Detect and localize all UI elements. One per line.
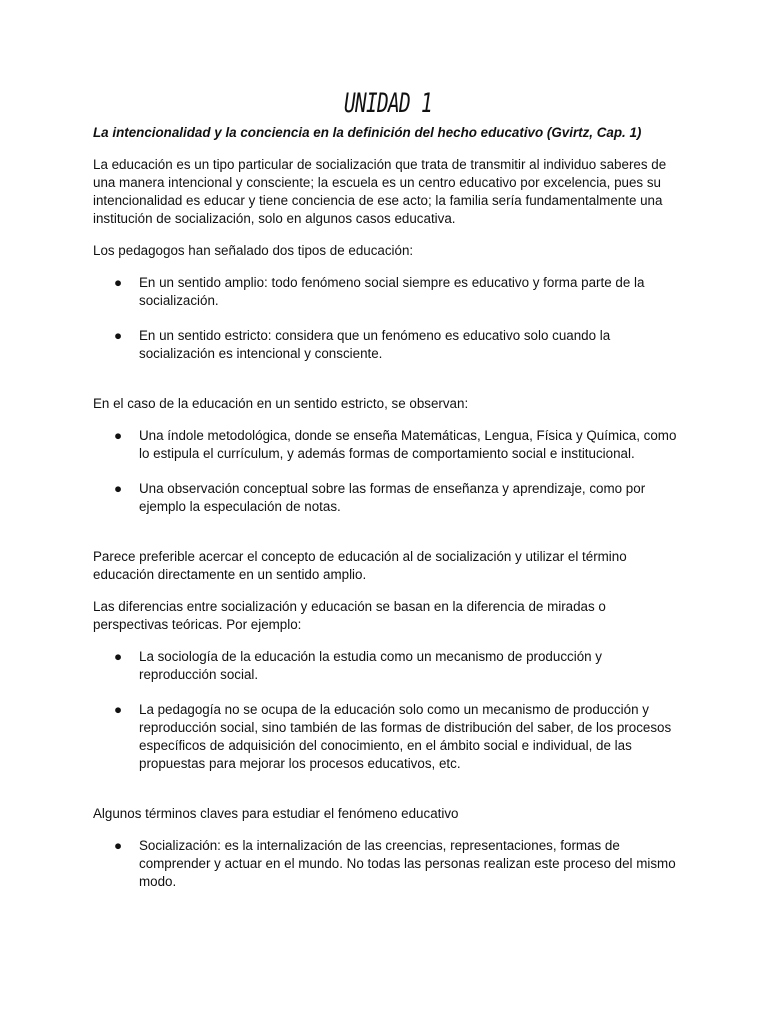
bullet-icon: ●	[114, 481, 123, 496]
paragraph-strict-sense: En el caso de la educación en un sentido estricto, se observan:	[93, 396, 469, 411]
bullet-icon: ●	[114, 649, 123, 664]
list-item-text: Una observación conceptual sobre las formas de enseñanza y aprendizaje, como por ejemplo la especulación de notas.	[139, 481, 646, 514]
paragraph-definition: La educación es un tipo particular de socialización que trata de transmitir al individuo saberes de una manera intencional y consciente; la escuela es un centro educativo por excelencia, pues su intencionalidad es educar y tiene conciencia de ese acto; la familia sería fundamentalmente una institución de socialización, solo en algunos casos educativa.	[93, 157, 667, 226]
bullet-icon: ●	[114, 428, 123, 443]
list-item	[93, 648, 683, 684]
paragraph-differences: Las diferencias entre socialización y educación se basan en la diferencia de miradas o perspectivas teóricas. Por ejemplo:	[93, 599, 606, 632]
bullet-icon: ●	[114, 328, 123, 343]
list-item-text: En un sentido estricto: considera que un fenómeno es educativo solo cuando la socialización es intencional y consciente.	[139, 328, 611, 361]
unit-title: UNIDAD 1	[344, 88, 432, 119]
list-item-text: Socialización: es la internalización de las creencias, representaciones, formas de comprender y actuar en el mundo. No todas las personas realizan este proceso del mismo modo.	[139, 838, 676, 889]
spacer	[93, 377, 683, 395]
bullet-icon: ●	[114, 275, 123, 290]
section-subtitle: La intencionalidad y la conciencia en la definición del hecho educativo (Gvirtz, Cap. 1)	[93, 125, 642, 140]
list-item	[93, 327, 683, 363]
list-item	[93, 837, 683, 891]
list-item-text: La sociología de la educación la estudia como un mecanismo de producción y reproducción social.	[139, 649, 603, 682]
bullet-icon: ●	[114, 838, 123, 853]
list-perspectives	[93, 648, 683, 773]
list-item	[93, 480, 683, 516]
list-item-text: La pedagogía no se ocupa de la educación solo como un mecanismo de producción y reproducción social, sino también de las formas de distribución del saber, de los procesos específicos de adquisición del conocimiento, en el ámbito social e individual, de las propuestas para mejorar los procesos educativos, etc.	[139, 702, 672, 771]
bullet-icon: ●	[114, 702, 123, 717]
list-item	[93, 427, 683, 463]
list-item	[93, 701, 683, 773]
spacer	[93, 787, 683, 805]
paragraph-key-terms: Algunos términos claves para estudiar el fenómeno educativo	[93, 806, 459, 821]
list-observations	[93, 427, 683, 516]
list-item	[93, 274, 683, 310]
spacer	[93, 530, 683, 548]
paragraph-types-intro: Los pedagogos han señalado dos tipos de educación:	[93, 243, 414, 258]
list-education-types	[93, 274, 683, 363]
list-item-text: En un sentido amplio: todo fenómeno social siempre es educativo y forma parte de la socialización.	[139, 275, 645, 308]
list-key-terms	[93, 837, 683, 891]
document-body	[93, 86, 683, 905]
list-item-text: Una índole metodológica, donde se enseña Matemáticas, Lengua, Física y Química, como lo estipula el currículum, y además formas de comportamiento social e institucional.	[139, 428, 677, 461]
paragraph-preference: Parece preferible acercar el concepto de educación al de socialización y utilizar el término educación directamente en un sentido amplio.	[93, 549, 627, 582]
